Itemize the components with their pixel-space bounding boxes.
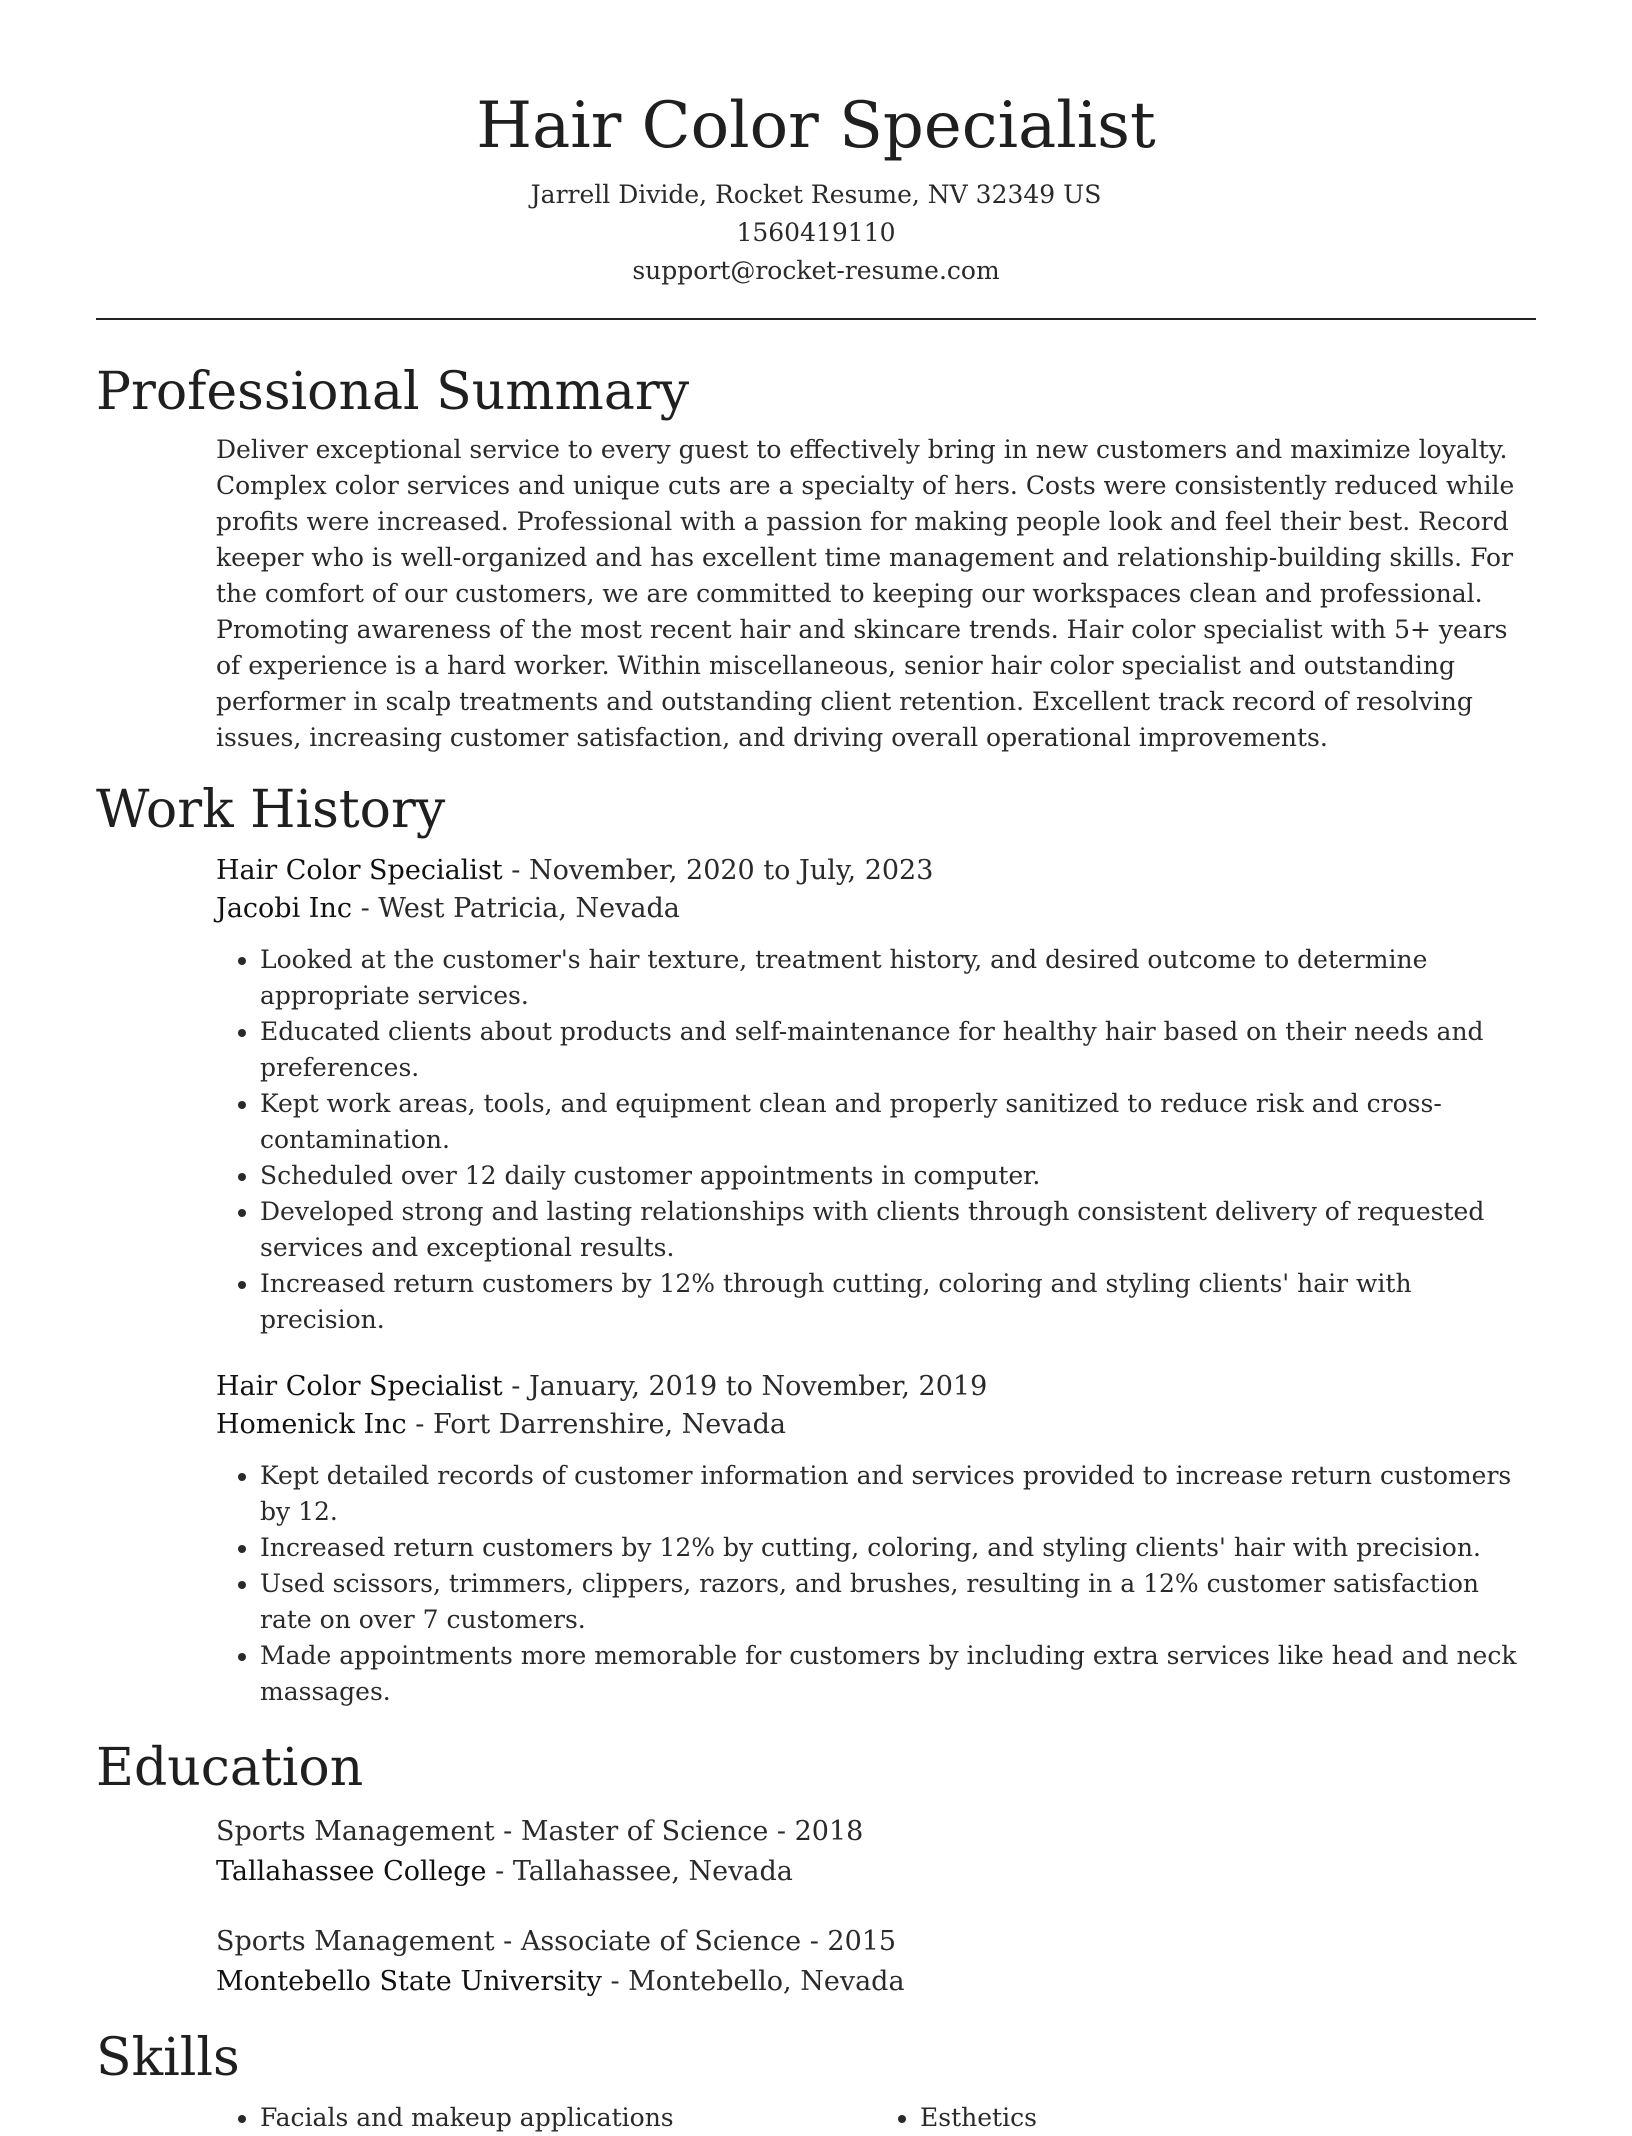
candidate-title: Hair Color Specialist <box>476 89 1156 163</box>
degree-line: Sports Management - Associate of Science - 2015 <box>216 1926 897 1957</box>
duty-item: • Scheduled over 12 daily customer appointments in computer. <box>260 1158 1536 1194</box>
school-name: Tallahassee College <box>216 1856 487 1887</box>
job-role-line <box>216 852 1536 890</box>
phone-line: 1560419110 <box>736 218 896 247</box>
skills-column-left <box>216 2100 876 2136</box>
job-company: Homenick Inc <box>216 1409 407 1440</box>
education-entry <box>216 1812 1536 1892</box>
duty-item: • Increased return customers by 12% by cutting, coloring, and styling clients' hair with precision. <box>260 1530 1536 1566</box>
job-company-line <box>216 890 1536 928</box>
skill-item: • Facials and makeup applications <box>260 2100 876 2136</box>
job-location: - West Patricia, Nevada <box>351 893 680 924</box>
degree-line: Sports Management - Master of Science - 2018 <box>216 1816 864 1847</box>
duty-item: • Kept detailed records of customer information and services provided to increase return customers by 12. <box>260 1458 1536 1530</box>
job-role: Hair Color Specialist <box>216 855 503 886</box>
job-location: - Fort Darrenshire, Nevada <box>406 1409 786 1440</box>
contact-block <box>96 176 1536 290</box>
duty-item: • Made appointments more memorable for customers by including extra services like head and neck massages. <box>260 1638 1536 1710</box>
email-line: support@rocket-resume.com <box>632 256 1000 285</box>
job-dates: - November, 2020 to July, 2023 <box>502 855 934 886</box>
job-role: Hair Color Specialist <box>216 1371 503 1402</box>
education-heading: Education <box>96 1738 364 1798</box>
job-entry <box>216 852 1536 1338</box>
job-duties <box>216 1458 1536 1710</box>
skill-item: • Esthetics <box>920 2100 1536 2136</box>
school-line <box>216 1962 1536 2002</box>
skills-list <box>216 2100 1536 2136</box>
summary-heading: Professional Summary <box>96 362 690 422</box>
duty-item: • Kept work areas, tools, and equipment clean and properly sanitized to reduce risk and cross-contamination. <box>260 1086 1536 1158</box>
school-name: Montebello State University <box>216 1966 602 1997</box>
work-history-list <box>216 852 1536 1710</box>
duty-item: • Developed strong and lasting relationships with clients through consistent delivery of requested services and exceptional results. <box>260 1194 1536 1266</box>
education-entry <box>216 1922 1536 2002</box>
resume-page <box>96 0 1536 2136</box>
duty-item: • Educated clients about products and self-maintenance for healthy hair based on their needs and preferences. <box>260 1014 1536 1086</box>
education-list <box>216 1812 1536 2002</box>
address-line: Jarrell Divide, Rocket Resume, NV 32349 US <box>530 180 1102 209</box>
school-location: - Tallahassee, Nevada <box>486 1856 793 1887</box>
job-role-line <box>216 1368 1536 1406</box>
duty-item: • Used scissors, trimmers, clippers, razors, and brushes, resulting in a 12% customer satisfaction rate on over 7 customers. <box>260 1566 1536 1638</box>
job-dates: - January, 2019 to November, 2019 <box>502 1371 988 1402</box>
duty-item: • Looked at the customer's hair texture, treatment history, and desired outcome to determine appropriate services. <box>260 942 1536 1014</box>
job-company: Jacobi Inc <box>216 893 352 924</box>
school-location: - Montebello, Nevada <box>601 1966 905 1997</box>
summary-text: Deliver exceptional service to every guest to effectively bring in new customers and maximize loyalty. Complex color services and unique cuts are a specialty of hers. Costs were consistently reduced while profits were increased. Professional with a passion for making people look and feel their best. Record keeper who is well-organized and has excellent time management and relationship-building skills. For the comfort of our customers, we are committed to keeping our workspaces clean and professional. Promoting awareness of the most recent hair and skincare trends. Hair color specialist with 5+ years of experience is a hard worker. Within miscellaneous, senior hair color specialist and outstanding performer in scalp treatments and outstanding client retention. Excellent track record of resolving issues, increasing customer satisfaction, and driving overall operational improvements. <box>216 435 1515 752</box>
duty-item: • Increased return customers by 12% through cutting, coloring and styling clients' hair with precision. <box>260 1266 1536 1338</box>
school-line <box>216 1852 1536 1892</box>
job-duties <box>216 942 1536 1338</box>
resume-header <box>96 0 1536 290</box>
work-history-heading: Work History <box>96 780 446 840</box>
skills-heading: Skills <box>96 2028 240 2088</box>
header-divider <box>96 318 1536 320</box>
job-company-line <box>216 1406 1536 1444</box>
skills-column-right <box>876 2100 1536 2136</box>
job-entry <box>216 1368 1536 1710</box>
